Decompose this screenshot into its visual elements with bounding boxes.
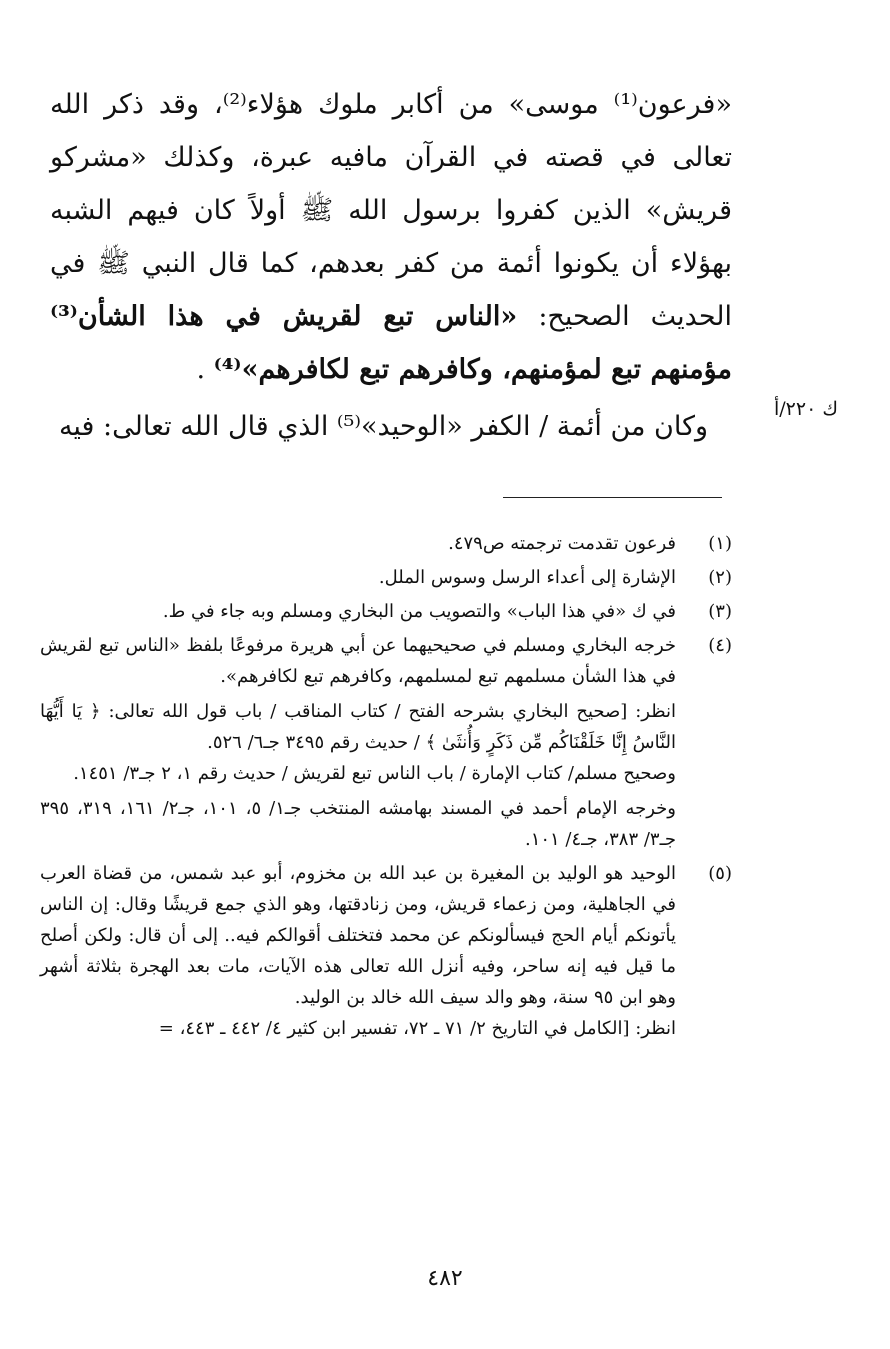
- footnote: [40, 562, 732, 593]
- footnote-text: فرعون تقدمت ترجمته ص٤٧٩.: [448, 533, 676, 554]
- main-body-text: [50, 78, 732, 453]
- footnote-separator: [503, 497, 722, 498]
- body-text: وكان من أئمة / الكفر «الوحيد»⁽⁵⁾ الذي قال الله تعالى: فيه: [58, 411, 708, 442]
- footnote-text: في ك «في هذا الباب» والتصويب من البخاري ومسلم وبه جاء في ط.: [162, 601, 676, 622]
- footnote: [40, 596, 732, 627]
- footnote: [40, 528, 732, 559]
- footnote-number: (٢): [708, 567, 732, 588]
- footnote-number: (٥): [708, 863, 732, 884]
- footnote-reference: انظر: [صحيح البخاري بشرحه الفتح / كتاب المناقب / باب قول الله تعالى: ﴿ يَا أَيُّهَا النَّاسُ إِنَّا خَلَقْنَاكُم مِّن ذَكَرٍ وَأُنثَىٰ ﴾ / حديث رقم ٣٤٩٥ جـ٦/ ٥٢٦.: [40, 701, 676, 753]
- margin-manuscript-reference: ك ٢٢٠/أ: [773, 398, 838, 420]
- paragraph: [50, 400, 732, 453]
- hadith-quote: «الناس تبع لقريش في هذا الشأن⁽³⁾ مؤمنهم تبع لمؤمنهم، وكافرهم تبع لكافرهم»⁽⁴⁾: [50, 301, 732, 385]
- body-text: «فرعون⁽¹⁾ موسى» من أكابر ملوك هؤلاء⁽²⁾، وقد ذكر الله تعالى في قصته في القرآن مافيه عبرة، وكذلك «مشركو قريش» الذين كفروا برسول الله ﷺ أولاً كان فيهم الشبه بهؤلاء أن يكونوا أئمة من كفر بعدهم، كما قال النبي ﷺ في الحديث الصحيح:: [50, 89, 732, 332]
- footnote-number: (١): [708, 533, 732, 554]
- footnote: [40, 630, 732, 855]
- punctuation: .: [196, 354, 206, 385]
- page-number: ٤٨٢: [427, 1266, 463, 1291]
- footnote-number: (٤): [708, 635, 732, 656]
- footnote-reference: انظر: [الكامل في التاريخ ٢/ ٧١ ـ ٧٢، تفسير ابن كثير ٤/ ٤٤٢ ـ ٤٤٣، =: [158, 1018, 676, 1039]
- footnote-reference: وخرجه الإمام أحمد في المسند بهامشه المنتخب جـ١/ ٥، ١٠١، جـ٢/ ١٦١، ٣١٩، ٣٩٥ جـ٣/ ٣٨٣، جـ٤/ ١٠١.: [40, 798, 676, 850]
- footnote: [40, 858, 732, 1044]
- footnote-number: (٣): [708, 601, 732, 622]
- footnotes: [40, 528, 732, 1047]
- footnote-text: خرجه البخاري ومسلم في صحيحيهما عن أبي هريرة مرفوعًا بلفظ «الناس تبع لقريش في هذا الشأن مسلمهم تبع لمسلمهم، وكافرهم تبع لكافرهم».: [40, 635, 676, 687]
- footnote-text: الوحيد هو الوليد بن المغيرة بن عبد الله بن مخزوم، أبو عبد شمس، من قضاة العرب في الجاهلية، ومن زعماء قريش، ومن زنادقتها، وهو الذي جمع قريشًا وقال: إن الناس يأتونكم أيام الحج فيسألونكم عن محمد فتختلف أقوالكم فيه.. إلى أن قال: ولكن أصلح ما قيل فيه إنه ساحر، وفيه أنزل الله تعالى هذه الآيات، مات بعد الهجرة بثلاثة أشهر وهو ابن ٩٥ سنة، وهو والد سيف الله خالد بن الوليد.: [40, 863, 676, 1008]
- footnote-reference: وصحيح مسلم/ كتاب الإمارة / باب الناس تبع لقريش / حديث رقم ١، ٢ جـ٣/ ١٤٥١.: [73, 763, 676, 784]
- footnote-text: الإشارة إلى أعداء الرسل وسوس الملل.: [378, 567, 676, 588]
- paragraph: [50, 78, 732, 396]
